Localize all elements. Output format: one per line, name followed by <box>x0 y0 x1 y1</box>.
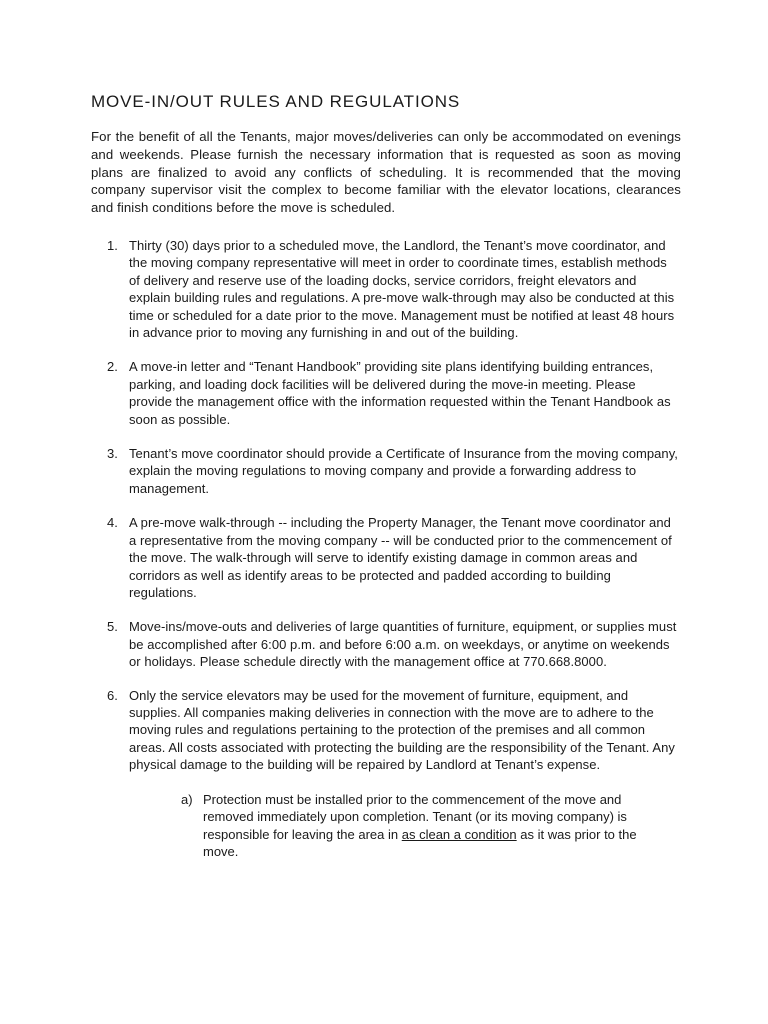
rule-item-6 <box>0 687 768 774</box>
rule-subitem-a <box>0 791 768 861</box>
rule-number: 6. <box>107 687 118 703</box>
subitem-label: a) <box>181 791 193 807</box>
rule-item-3 <box>0 445 768 497</box>
rule-item-1 <box>0 237 768 341</box>
rule-text: Only the service elevators may be used for the movement of furniture, equipment, and supplies. All companies making deliveries in connection with the move are to adhere to the moving rules and regulations pertaining to the protection of the premises and all common areas. All costs associated with protecting the building are the responsibility of the Tenant. Any physical damage to the building will be repaired by Landlord at Tenant’s expense. <box>129 687 675 773</box>
rule-number: 2. <box>107 359 118 375</box>
rule-item-2 <box>0 358 768 428</box>
rule-number: 1. <box>107 238 118 253</box>
rule-text: A pre-move walk-through -- including the Property Manager, the Tenant move coordinator and a representative from the moving company -- will be conducted prior to the commencement of the move. The walk-through will serve to identify existing damage in common areas and corridors as well as identify areas to be protected and padded according to building regulations. <box>129 515 672 600</box>
intro-paragraph: For the benefit of all the Tenants, major moves/deliveries can only be accommodated on evenings and weekends. Please furnish the necessary information that is requested as soon as moving plans are finalized to avoid any conflicts of scheduling. It is recommended that the moving company supervisor visit the complex to become familiar with the elevator locations, clearances and finish conditions before the move is scheduled. <box>91 129 681 216</box>
document-title: MOVE-IN/OUT RULES AND REGULATIONS <box>91 92 461 111</box>
rules-list <box>0 237 768 861</box>
rule-number: 5. <box>107 619 118 635</box>
rule-number: 4. <box>107 515 118 531</box>
rule-text: Tenant’s move coordinator should provide a Certificate of Insurance from the moving company, explain the moving regulations to moving company and provide a forwarding address to management. <box>129 446 678 496</box>
rule-text: A move-in letter and “Tenant Handbook” providing site plans identifying building entrances, parking, and loading dock facilities will be delivered during the move-in meeting. Please provide the management office with the information requested within the Tenant Handbook as soon as possible. <box>129 359 671 427</box>
underlined-phrase: as clean a condition <box>401 826 517 842</box>
rule-text: Thirty (30) days prior to a scheduled move, the Landlord, the Tenant’s move coordinator, and the moving company representative will meet in order to coordinate times, establish methods of delivery and reserve use of the loading docks, service corridors, freight elevators and explain building rules and regulations. A pre-move walk-through may also be conducted at this time or scheduled for a date prior to the move. Management must be notified at least 48 hours in advance prior to moving any furnishing in and out of the building. <box>129 238 675 341</box>
subitem-text-before: Protection must be installed prior to the commencement of the move and removed immediately upon completion. Tenant (or its moving company) is responsible for leaving the area in <box>203 791 627 842</box>
rule-item-5 <box>0 618 768 670</box>
rule-item-4 <box>0 514 768 601</box>
subitem-text-after: as it was prior to the move. <box>203 826 637 860</box>
rule-number: 3. <box>107 446 118 462</box>
rule-text: Move-ins/move-outs and deliveries of large quantities of furniture, equipment, or supplies must be accomplished after 6:00 p.m. and before 6:00 a.m. on weekdays, or anytime on weekends or holidays. Please schedule directly with the management office at 770.668.8000. <box>129 619 677 670</box>
subitem-text <box>203 791 673 861</box>
